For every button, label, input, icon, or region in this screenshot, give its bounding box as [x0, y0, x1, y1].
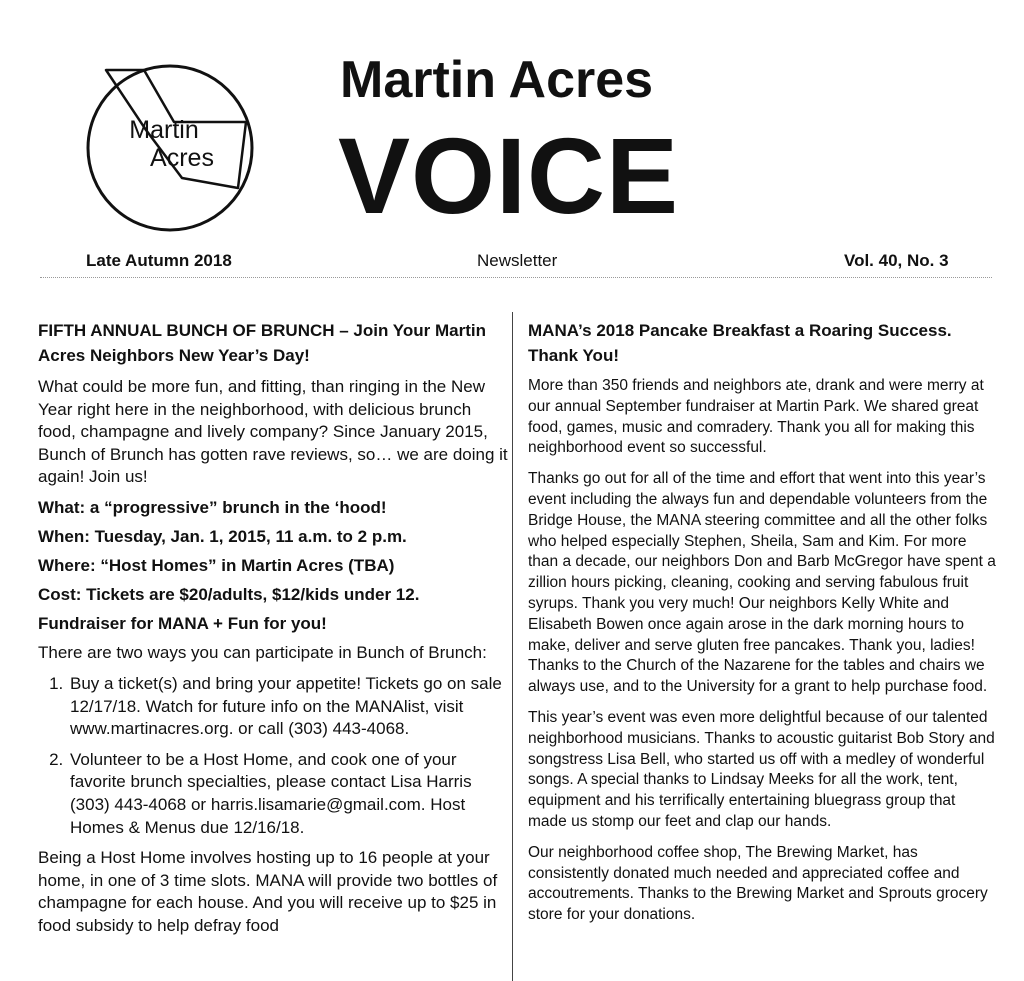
- fact-when: When: Tuesday, Jan. 1, 2015, 11 a.m. to 2 p.m.: [38, 527, 407, 547]
- header-rule: [40, 277, 992, 278]
- logo-line-1: Martin: [129, 116, 199, 144]
- ways-to-participate: There are two ways you can participate in Bunch of Brunch:: [38, 643, 487, 663]
- left-column: [38, 318, 508, 946]
- step-buy-ticket: 1. Buy a ticket(s) and bring your appetite! Tickets go on sale 12/17/18. Watch for future info on the MANAlist, visit www.martinacres.org. or call (303) 443-4068.: [68, 673, 508, 741]
- pancake-paragraph-4: Our neighborhood coffee shop, The Brewing Market, has consistently donated much needed and appreciated coffee and accoutrements. Thanks to the Brewing Market and Sprouts grocery store for your donations.: [528, 843, 988, 924]
- masthead-voice: VOICE: [338, 115, 680, 236]
- logo-line-2: Acres: [150, 144, 214, 172]
- issue-type: Newsletter: [477, 251, 558, 270]
- brunch-headline: FIFTH ANNUAL BUNCH OF BRUNCH – Join Your Martin Acres Neighbors New Year’s Day!: [38, 321, 486, 365]
- host-home-details: Being a Host Home involves hosting up to 16 people at your home, in one of 3 time slots. MANA will provide two bottles of champagne for each house. And you will receive up to $25 in food subsidy to help defray food: [38, 848, 498, 935]
- fact-fundraiser: Fundraiser for MANA + Fun for you!: [38, 614, 327, 634]
- issue-volume: Vol. 40, No. 3: [844, 251, 949, 270]
- pancake-paragraph-1: More than 350 friends and neighbors ate, drank and were merry at our annual September fundraiser at Martin Park. We shared great food, games, music and comradery. Thank you all for making this neighborhood event so successful.: [528, 377, 984, 457]
- fact-cost: Cost: Tickets are $20/adults, $12/kids under 12.: [38, 585, 420, 605]
- brunch-facts: [38, 497, 508, 636]
- masthead-title: Martin Acres: [340, 51, 654, 109]
- right-column: [528, 318, 998, 936]
- step-host-home: 2. Volunteer to be a Host Home, and cook one of your favorite brunch specialties, please contact Lisa Harris (303) 443-4068 or harris.lisamarie@gmail.com. Host Homes & Menus due 12/16/18.: [68, 749, 508, 839]
- column-divider: [512, 312, 513, 981]
- brunch-intro: What could be more fun, and fitting, than ringing in the New Year right here in the neighborhood, with delicious brunch food, champagne and lively company? Since January 2015, Bunch of Brunch has gotten rave reviews, so… we are doing it again! Join us!: [38, 377, 508, 487]
- participation-steps: [38, 673, 508, 839]
- fact-where: Where: “Host Homes” in Martin Acres (TBA): [38, 556, 395, 576]
- martin-acres-logo: [86, 62, 254, 234]
- pancake-paragraph-2: Thanks go out for all of the time and effort that went into this year’s event including the always fun and dependable volunteers from the Bridge House, the MANA steering committee and all the other folks who helped especially Stephen, Sheila, Sam and Kim. For more than a decade, our neighbors Don and Barb McGregor have spent a zillion hours picking, cleaning, cooking and serving fabulous fruit syrups. Thank you very much! Our neighbors Kelly White and Elisabeth Bowen once again arose in the dark morning hours to make, deliver and serve gluten free pancakes. Thank you, ladies! Thanks to the Church of the Nazarene for the tables and chairs we always use, and to the University for a grant to help purchase food.: [528, 470, 996, 696]
- pancake-headline: MANA’s 2018 Pancake Breakfast a Roaring Success. Thank You!: [528, 321, 952, 365]
- fact-what: What: a “progressive” brunch in the ‘hood!: [38, 497, 387, 517]
- issue-season: Late Autumn 2018: [86, 251, 232, 270]
- pancake-paragraph-3: This year’s event was even more delightful because of our talented neighborhood musicians. Thanks to acoustic guitarist Bob Story and songstress Lisa Bell, who started us off with a medley of wonderful songs. A special thanks to Lindsay Meeks for all the work, tent, equipment and his terrifically entertaining bluegrass group that made us stomp our feet and clap our hands.: [528, 708, 995, 830]
